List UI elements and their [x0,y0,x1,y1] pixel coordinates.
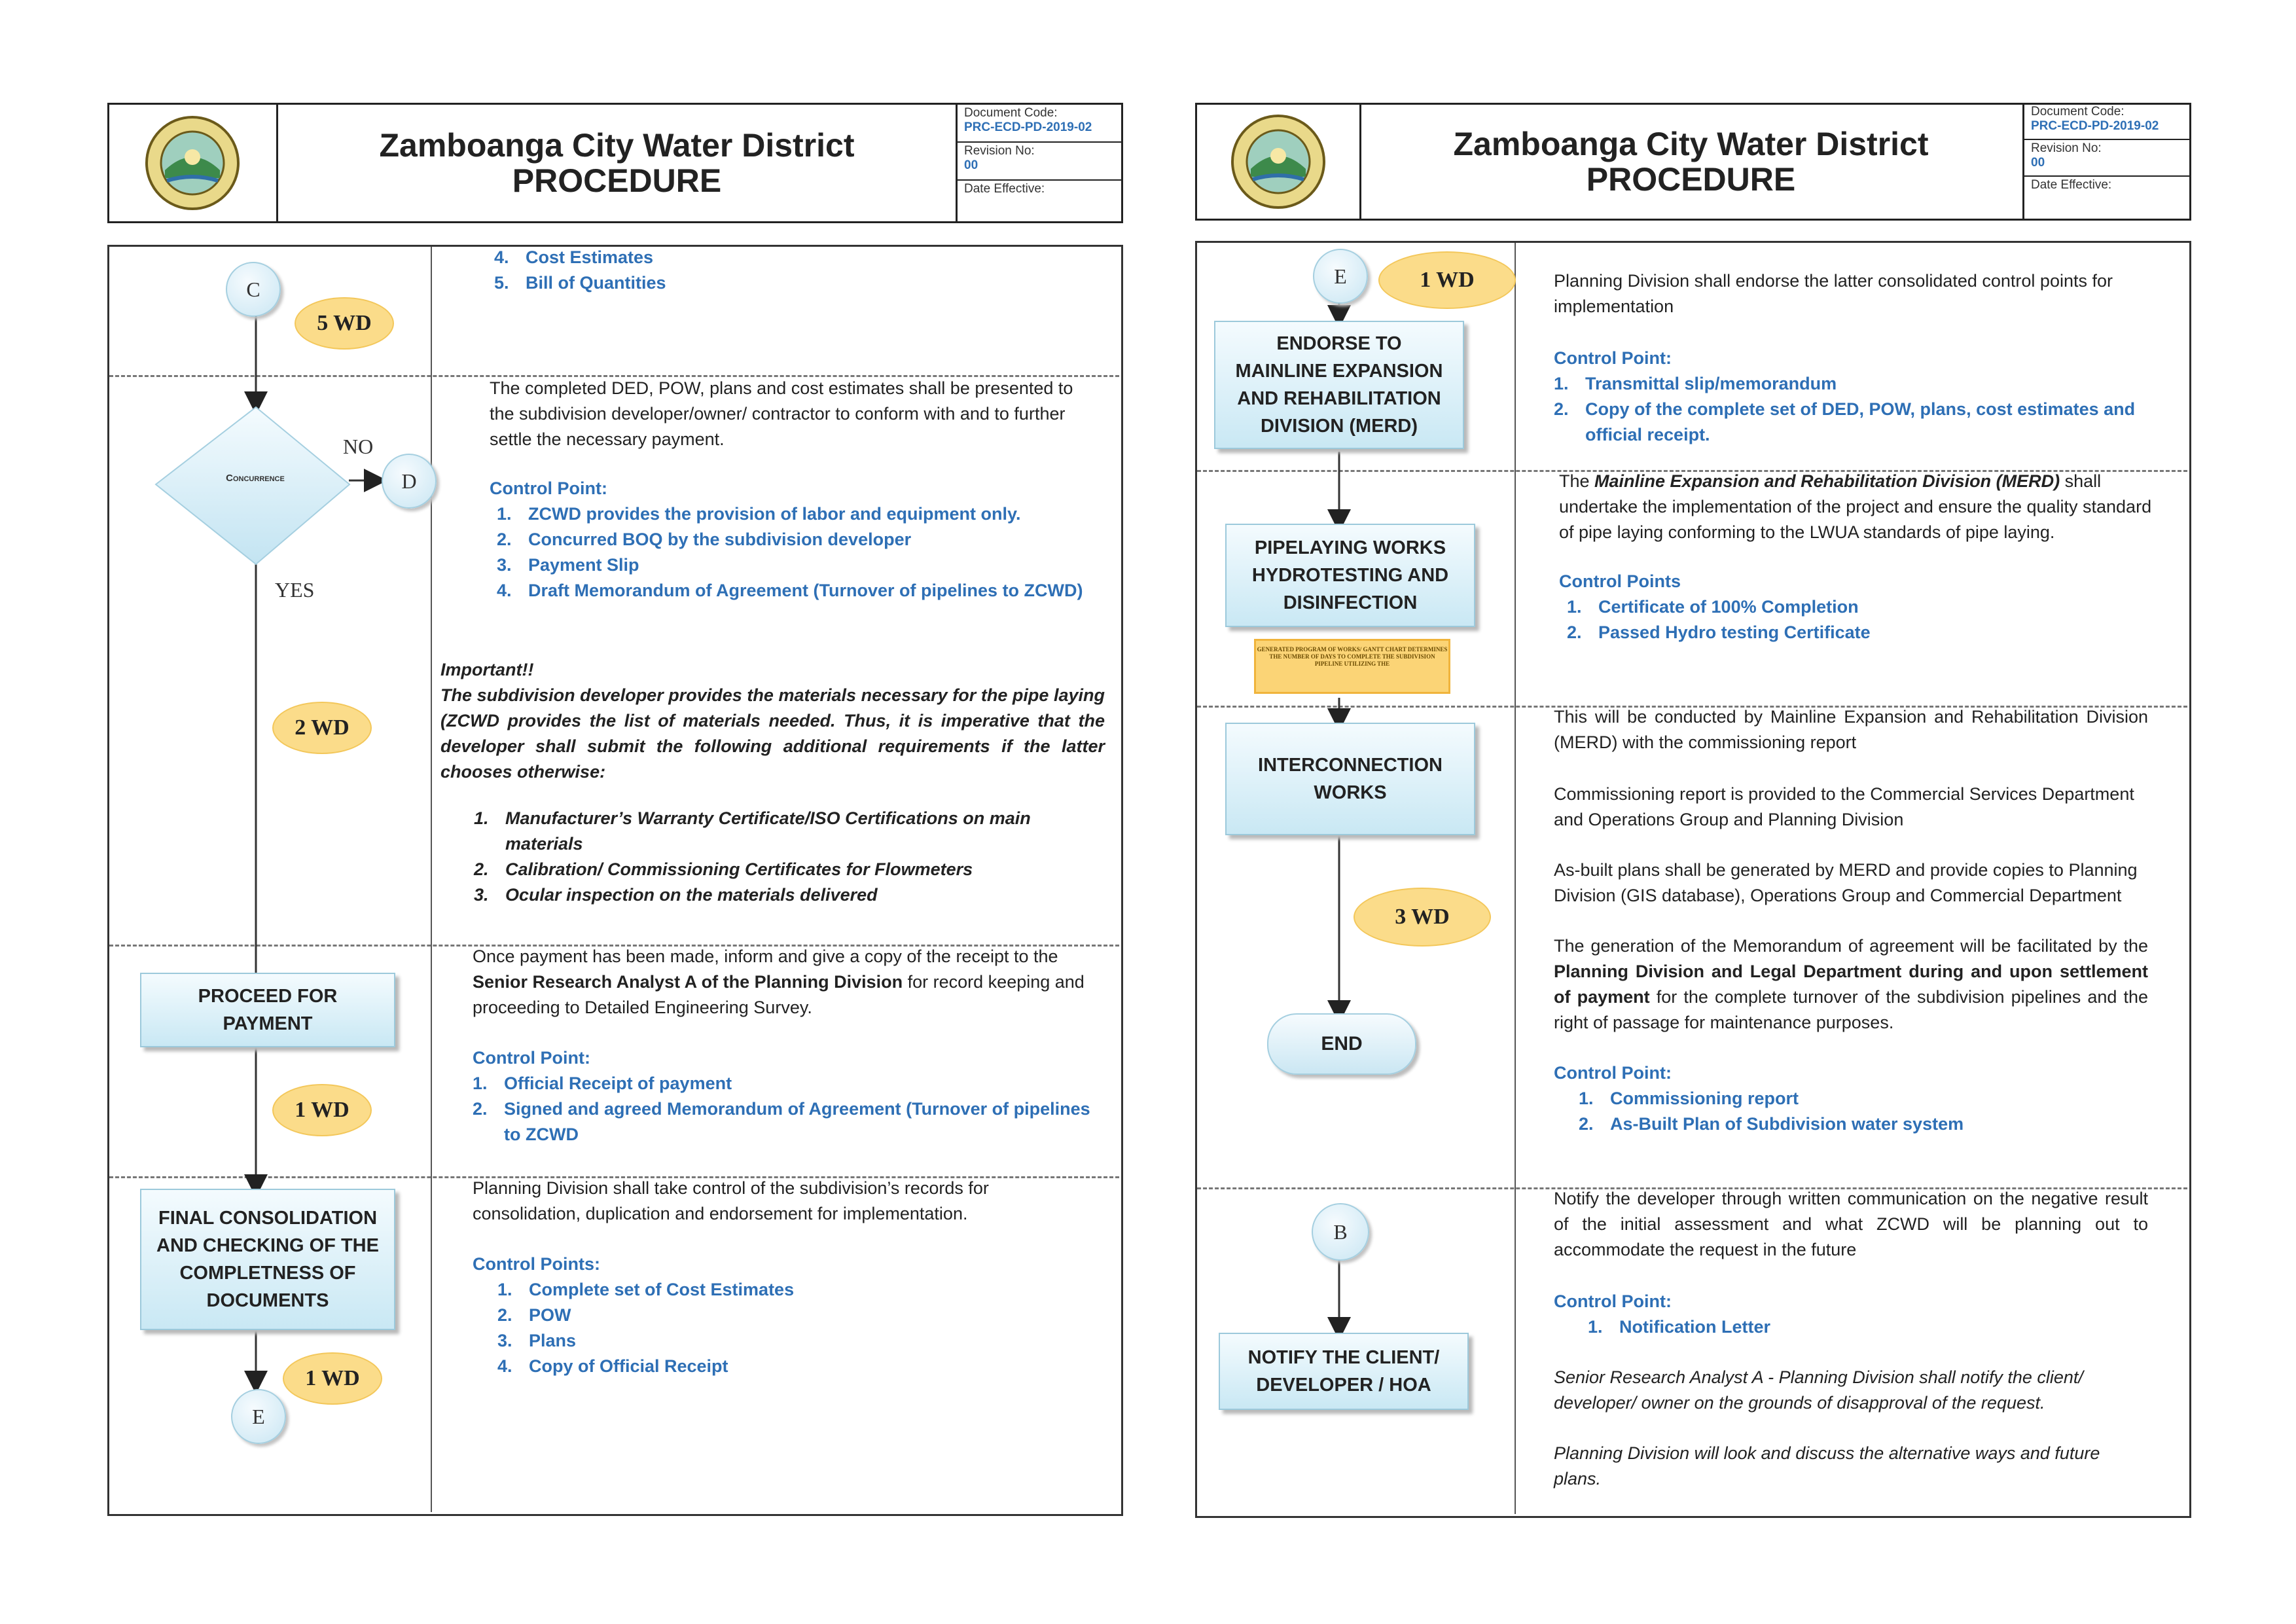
revision-label: Revision No: [2031,141,2102,155]
date-effective-label: Date Effective: [964,182,1045,196]
list-item: 2. Passed Hydro testing Certificate [1567,623,1871,642]
decision-concurrence: Concurrence [226,473,285,484]
important-text: The subdivision developer provides the materials necessary for the pipe laying (ZCWD provides the list of materials needed. Thus, it is imperative that the developer shall submit the following additional requirements if the latter chooses otherwise: [440,685,1105,782]
list-item: 1. Official Receipt of payment [473,1074,732,1093]
list-item: 2. Calibration/ Commissioning Certificates for Flowmeters [474,859,973,879]
list-item: 4. Copy of Official Receipt [497,1356,728,1376]
doc-code-value: PRC-ECD-PD-2019-02 [964,120,1092,134]
row3-paragraph-3: As-built plans shall be generated by MERD and provide copies to Planning Division (GIS database), Operations Group and Commercial Department [1554,860,2138,905]
row1-paragraph: Planning Division shall endorse the latter consolidated control points for implementation [1554,271,2113,316]
process-pipelaying-works: PIPELAYING WORKS HYDROTESTING AND DISINFECTION [1225,524,1475,627]
revision-value: 00 [964,158,978,172]
process-interconnection-works: INTERCONNECTION WORKS [1225,723,1475,835]
connector-e: E [1313,249,1368,304]
connector-c: C [226,262,281,317]
doc-code-label: Document Code: [964,106,1058,120]
list-item: 1. Certificate of 100% Completion [1567,597,1859,617]
list-item: 1. Notification Letter [1588,1317,1771,1337]
row4-paragraph: Planning Division shall take control of the subdivision’s records for consolidation, duplication and endorsement for implementation. [473,1178,989,1223]
duration-badge: 1 WD [1378,251,1516,309]
end-terminal: END [1267,1013,1416,1075]
list-item: 1. Transmittal slip/memorandum [1554,374,1837,393]
duration-badge: 3 WD [1354,888,1491,947]
duration-badge: 2 WD [272,702,372,754]
list-item: 3. Plans [497,1331,577,1350]
list-item: 4. Draft Memorandum of Agreement (Turnover of pipelines to ZCWD) [497,581,1083,600]
gantt-chart-note: GENERATED PROGRAM OF WORKS/ GANTT CHART DETERMINES THE NUMBER OF DAYS TO COMPLETE THE SUBDIVISION PIPELINE UTILIZING THE [1254,639,1450,694]
control-point-title: Control Point: [473,1048,590,1068]
revision-label: Revision No: [964,144,1035,158]
list-item: 5. Bill of Quantities [494,273,666,293]
row2-paragraph: The Mainline Expansion and Rehabilitation Division (MERD) shall undertake the implementation of the project and ensure the quality standard of pipe laying conforming to the LWUA standards of pipe laying. [1559,471,2152,542]
yes-label: YES [275,578,315,602]
row3-text [1554,704,2148,1137]
no-label: NO [343,435,374,458]
connector-d: D [382,454,437,509]
important-title: Important!! [440,660,534,679]
row3-paragraph-4: The generation of the Memorandum of agreement will be facilitated by the Planning Division and Legal Department during and upon settlement of payment for the complete turnover of the subdivision pipelines and the right of passage for maintenance purposes. [1554,936,2148,1032]
list-item: 3. Ocular inspection on the materials delivered [474,885,878,905]
revision-value: 00 [2031,156,2045,170]
list-item: 2. As-Built Plan of Subdivision water system [1579,1114,1964,1134]
row4-note-1: Senior Research Analyst A - Planning Division shall notify the client/ developer/ owner on the grounds of disapproval of the request. [1554,1367,2083,1413]
list-item: 1. ZCWD provides the provision of labor and equipment only. [497,504,1021,524]
org-name: Zamboanga City Water District [1453,126,1929,162]
control-point-title: Control Point: [1554,1291,1672,1311]
connector-e: E [231,1389,286,1444]
process-proceed-for-payment: PROCEED FOR PAYMENT [140,973,395,1047]
connector-b: B [1312,1203,1369,1261]
process-endorse-to-merd: ENDORSE TO MAINLINE EXPANSION AND REHABILITATION DIVISION (MERD) [1214,321,1464,449]
process-notify-client: NOTIFY THE CLIENT/ DEVELOPER / HOA [1219,1333,1469,1410]
doc-type: PROCEDURE [1586,161,1796,198]
list-item: 2. POW [497,1305,571,1325]
process-final-consolidation: FINAL CONSOLIDATION AND CHECKING OF THE COMPLETNESS OF DOCUMENTS [140,1189,395,1330]
row3-paragraph-1: This will be conducted by Mainline Expansion and Rehabilitation Division (MERD) with the commissioning report [1554,707,2148,752]
duration-badge: 5 WD [295,297,394,350]
list-item: 1. Complete set of Cost Estimates [497,1280,795,1299]
doc-code-label: Document Code: [2031,105,2125,118]
list-item: 1. Manufacturer’s Warranty Certificate/ISO Certifications on main materials [474,808,1031,854]
control-point-title: Control Points [1559,571,1681,591]
control-point-title: Control Points: [473,1254,600,1274]
row3-paragraph-2: Commissioning report is provided to the Commercial Services Department and Operations Group and Planning Division [1554,784,2134,829]
row4-text [1554,1186,2148,1492]
row2-text [1559,469,2155,645]
row3-paragraph: Once payment has been made, inform and give a copy of the receipt to the Senior Research Analyst A of the Planning Division for record keeping and proceeding to Detailed Engineering Survey. [473,947,1085,1017]
list-item: 4. Cost Estimates [494,247,654,267]
list-item: 2. Concurred BOQ by the subdivision developer [497,530,912,549]
org-name: Zamboanga City Water District [379,127,855,164]
control-point-title: Control Point: [490,478,607,498]
doc-code-value: PRC-ECD-PD-2019-02 [2031,119,2159,133]
row4-note-2: Planning Division will look and discuss the alternative ways and future plans. [1554,1443,2100,1489]
list-item: 2. Signed and agreed Memorandum of Agreement (Turnover of pipelines to ZCWD [473,1099,1090,1144]
duration-badge: 1 WD [272,1084,372,1136]
list-item: 1. Commissioning report [1579,1089,1799,1108]
row4-paragraph: Notify the developer through written communication on the negative result of the initial assessment and what ZCWD will be planning out to accommodate the request in the future [1554,1189,2148,1259]
list-item: 3. Payment Slip [497,555,639,575]
row1-text [1554,268,2143,448]
date-effective-label: Date Effective: [2031,178,2112,192]
control-point-title: Control Point: [1554,348,1672,368]
list-item: 2. Copy of the complete set of DED, POW, plans, cost estimates and official receipt. [1554,399,2136,444]
control-point-title: Control Point: [1554,1063,1672,1083]
duration-badge: 1 WD [283,1352,382,1405]
row2-paragraph: The completed DED, POW, plans and cost estimates shall be presented to the subdivision developer/owner/ contractor to conform with and to further settle the necessary payment. [490,378,1073,449]
doc-type: PROCEDURE [512,162,722,199]
